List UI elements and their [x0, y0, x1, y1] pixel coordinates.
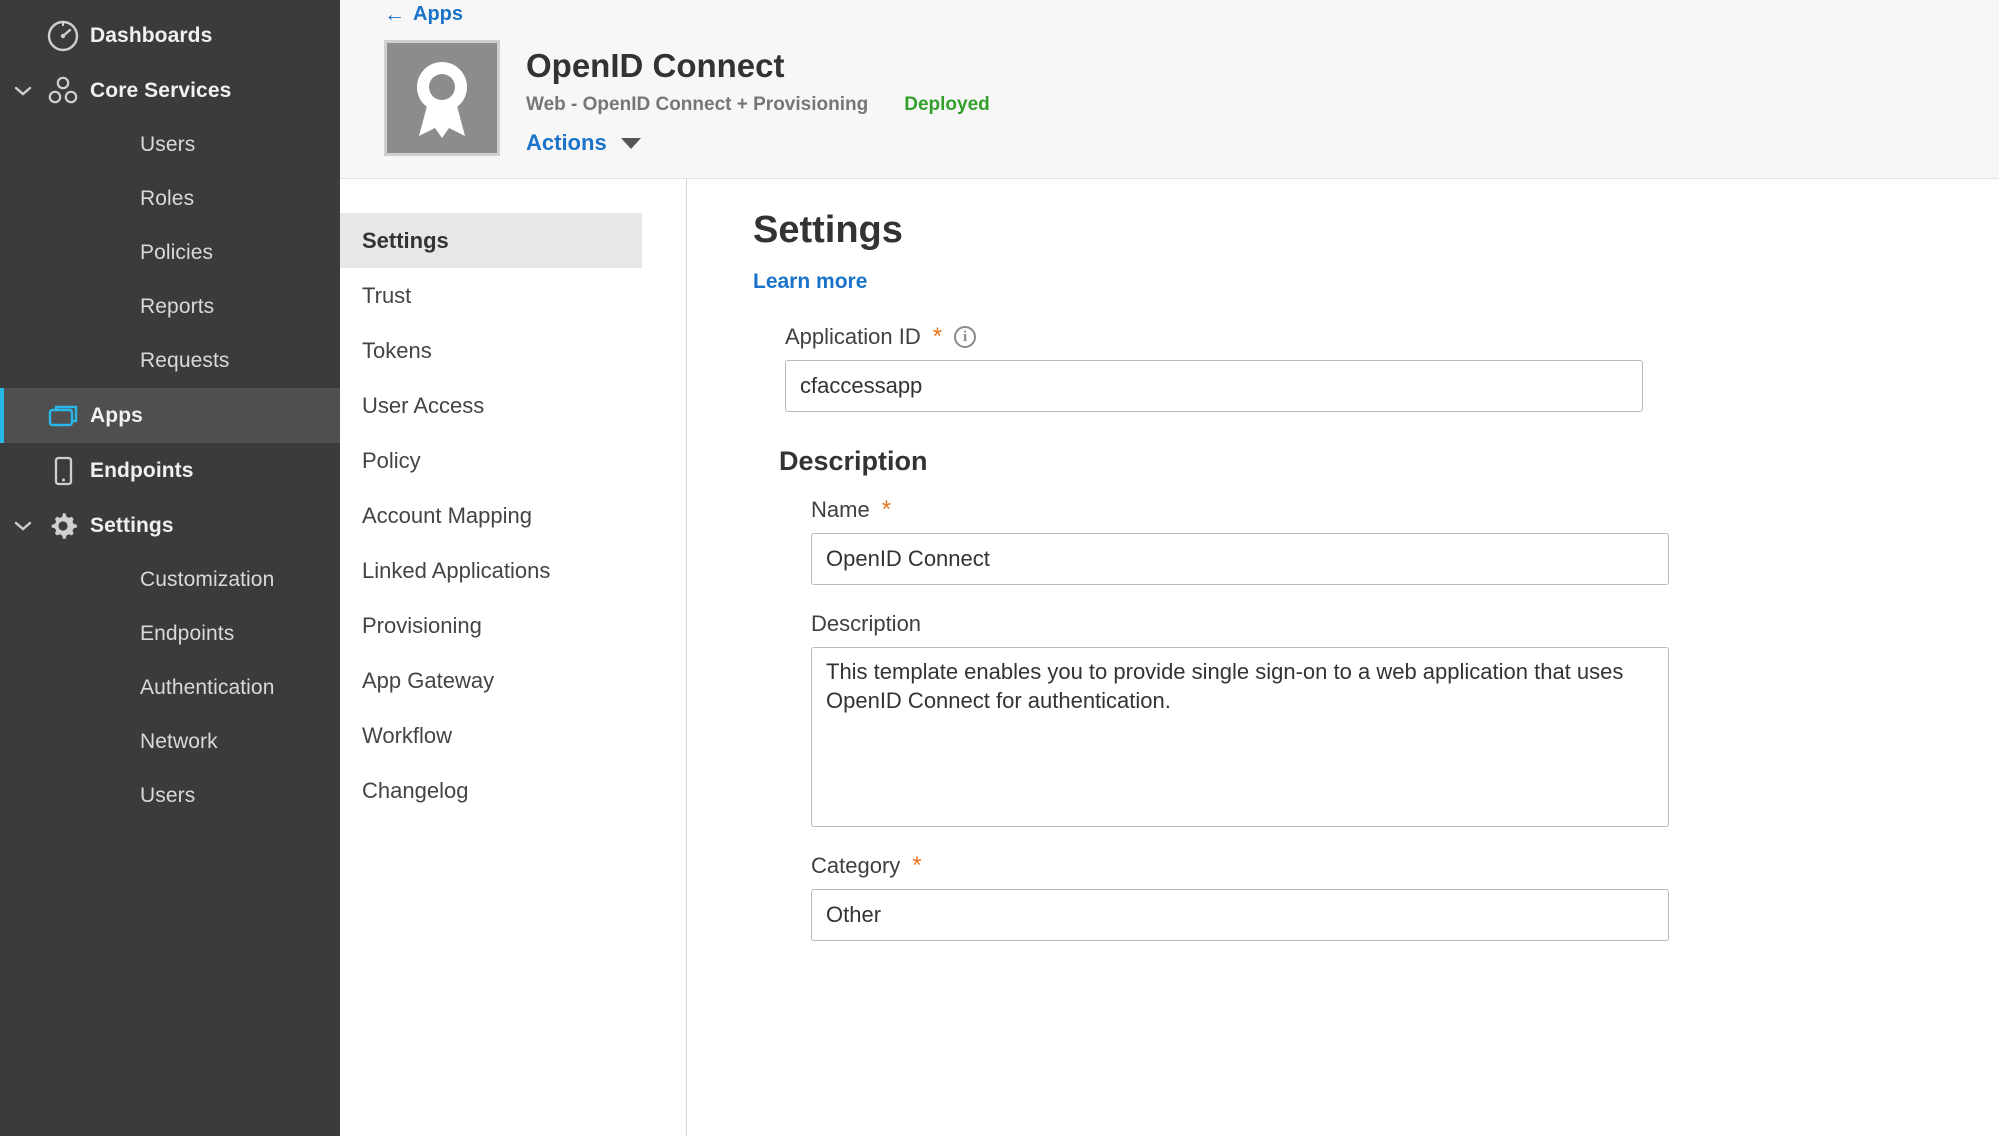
breadcrumb[interactable]: [340, 0, 1999, 32]
sidebar-item-label: Reports: [140, 295, 215, 318]
tab-policy[interactable]: [340, 433, 642, 488]
tab-label: Tokens: [362, 337, 432, 363]
category-input[interactable]: [811, 889, 1669, 941]
category-field: [811, 853, 1999, 941]
tab-label: Account Mapping: [362, 502, 532, 528]
required-asterisk-icon: *: [932, 323, 943, 351]
settings-pane: [687, 179, 1999, 1136]
application-id-label-row: [785, 324, 1999, 350]
tab-label: Workflow: [362, 722, 453, 748]
sidebar-group-settings[interactable]: [0, 498, 340, 553]
sidebar-item-requests[interactable]: [0, 334, 340, 388]
sidebar-item-authentication[interactable]: [0, 661, 340, 715]
sidebar-group-label: Settings: [90, 513, 174, 537]
app-logo: [384, 40, 500, 156]
app-subtitle: Web - OpenID Connect + Provisioning: [526, 94, 869, 116]
sidebar-item-customization[interactable]: [0, 553, 340, 607]
sidebar-item-endpoints[interactable]: [0, 443, 340, 498]
page-title: OpenID Connect: [526, 47, 785, 84]
main-content: [340, 0, 1999, 1136]
sidebar-group-label: Core Services: [90, 78, 232, 102]
description-textarea[interactable]: [811, 647, 1669, 827]
chevron-down-icon[interactable]: [10, 520, 36, 532]
application-id-label: Application ID: [785, 324, 921, 350]
award-ribbon-icon: [405, 54, 479, 143]
sidebar-item-label: Customization: [140, 568, 275, 591]
sidebar-item-label: Endpoints: [90, 458, 194, 482]
name-label: Name: [811, 497, 870, 523]
description-label-row: [811, 611, 1999, 637]
sidebar-item-apps[interactable]: [0, 388, 340, 443]
required-asterisk-icon: *: [912, 852, 922, 880]
status-badge: Deployed: [904, 94, 990, 116]
app-head-text: [500, 40, 990, 156]
sidebar-item-label: Dashboards: [90, 23, 213, 47]
app-sub-nav: [340, 179, 687, 1136]
tab-label: User Access: [362, 392, 485, 418]
core-services-icon: [36, 74, 90, 108]
category-label: Category: [811, 853, 901, 879]
sidebar-item-label: Requests: [140, 349, 230, 372]
tab-changelog[interactable]: [340, 763, 642, 818]
description-section-heading: Description: [779, 446, 928, 477]
sidebar-group-core-services[interactable]: [0, 63, 340, 118]
sidebar-item-settings-endpoints[interactable]: [0, 607, 340, 661]
sidebar-item-label: Roles: [140, 187, 195, 210]
tab-provisioning[interactable]: [340, 598, 642, 653]
description-field: [811, 611, 1999, 827]
tab-label: Settings: [362, 227, 449, 253]
tab-label: Linked Applications: [362, 557, 551, 583]
sidebar-item-users[interactable]: [0, 118, 340, 172]
app-subrow: [526, 94, 990, 116]
sidebar-item-dashboards[interactable]: [0, 8, 340, 63]
tab-label: Changelog: [362, 777, 469, 803]
settings-title: Settings: [753, 209, 903, 252]
tab-linked-applications[interactable]: [340, 543, 642, 598]
description-label: Description: [811, 611, 922, 637]
actions-menu-button[interactable]: [526, 130, 641, 156]
sidebar-item-settings-users[interactable]: [0, 769, 340, 823]
main-sidebar: [0, 0, 340, 1136]
sidebar-item-label: Endpoints: [140, 622, 235, 645]
name-field: [811, 497, 1999, 585]
content-area: [340, 179, 1999, 1136]
sidebar-item-label: Authentication: [140, 676, 275, 699]
tab-label: Policy: [362, 447, 421, 473]
tab-user-access[interactable]: [340, 378, 642, 433]
chevron-down-icon[interactable]: [10, 85, 36, 97]
sidebar-item-label: Users: [140, 133, 196, 156]
application-id-field: [785, 324, 1999, 412]
tab-account-mapping[interactable]: [340, 488, 642, 543]
breadcrumb-apps-link[interactable]: Apps: [413, 2, 463, 25]
gauge-icon: [36, 19, 90, 53]
name-label-row: [811, 497, 1999, 523]
sidebar-item-reports[interactable]: [0, 280, 340, 334]
tab-label: App Gateway: [362, 667, 495, 693]
app-header: [340, 0, 1999, 179]
gear-icon: [36, 509, 90, 543]
category-label-row: [811, 853, 1999, 879]
required-asterisk-icon: *: [881, 496, 892, 524]
sidebar-item-roles[interactable]: [0, 172, 340, 226]
sidebar-item-label: Apps: [90, 403, 143, 427]
tab-label: Trust: [362, 282, 412, 308]
learn-more-link[interactable]: Learn more: [753, 270, 868, 294]
back-arrow-icon[interactable]: ←: [384, 2, 405, 26]
tab-tokens[interactable]: [340, 323, 642, 378]
chevron-down-icon: [621, 138, 641, 149]
sidebar-item-label: Network: [140, 730, 218, 753]
sidebar-item-network[interactable]: [0, 715, 340, 769]
tab-trust[interactable]: [340, 268, 642, 323]
tab-workflow[interactable]: [340, 708, 642, 763]
name-input[interactable]: [811, 533, 1669, 585]
device-icon: [36, 454, 90, 488]
sidebar-item-label: Users: [140, 784, 196, 807]
app-head-row: [340, 32, 1999, 156]
tab-settings[interactable]: [340, 213, 642, 268]
apps-icon: [36, 399, 90, 433]
actions-label: Actions: [526, 130, 607, 156]
tab-app-gateway[interactable]: [340, 653, 642, 708]
sidebar-item-label: Policies: [140, 241, 214, 264]
application-id-input[interactable]: [785, 360, 1643, 412]
tab-label: Provisioning: [362, 612, 482, 638]
sidebar-item-policies[interactable]: [0, 226, 340, 280]
info-icon[interactable]: i: [954, 326, 976, 348]
